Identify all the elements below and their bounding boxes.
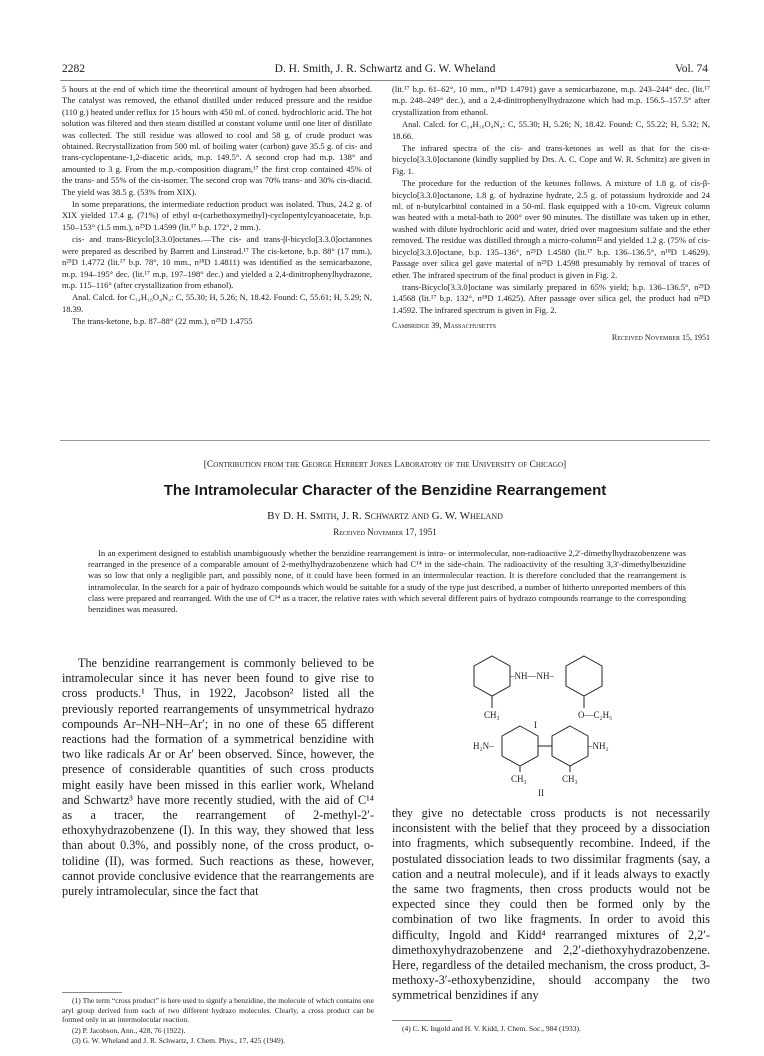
amino-right: –NH₂ [588,741,609,751]
abstract [88,548,686,616]
page-number: 2282 [62,63,85,75]
benzene-ring-left-I [474,656,510,696]
received-date: Received November 17, 1951 [333,527,437,537]
previous-article-left-column [62,84,372,329]
paragraph: 5 hours at the end of which time the theoretical amount of hydrogen had been absorbed. The catalyst was removed, the ethanol distilled under reduced pressure and the residue (110 g.) heated under reflux for 15 hours with 450 ml. of concd. hydrochloric acid. The hot solution was filtered and then steam distilled at constant volume until one liter of distillate was collected. The still residue was allowed to cool and 58 g. of crude product was obtained. Recrystallization from 500 ml. of boiling water (carbon) gave 35.5 g. of cis- and trans-cyclopentane-1,2-diacetic acids, m.p. 149.5°. A second crop had m.p. 138° and amounted to 3 g. From the m.p.-composition diagram,¹⁷ the first crop contained 45% of the trans- and 55% of the cis-isomer. The second crop was 70% trans- and 30% cis-diacid. The yield was 38.5 g. (53% from XIX). [62,84,372,197]
chemical-structures-diagram [398,650,708,800]
paragraph: trans-Bicyclo[3.3.0]octane was similarly prepared in 65% yield; b.p. 136–136.5°, n²⁵D 1.4568 (lit.¹⁷ b.p. 132°, n¹⁸D 1.4625). After passage over silica gel, the product had n²⁵D 1.4592. The infrared spectrum is given in Fig. 2. [392,281,710,315]
paragraph: In some preparations, the intermediate reduction product was isolated. Thus, 24.2 g. of XIX yielded 17.4 g. (71%) of ethyl α-(carbethoxymethyl)-cyclopentylcyanoacetate, b.p. 150–153° (1.5 mm.), n²⁵D 1.4599 (lit.¹⁷ b.p. 172°, 2 mm.). [62,199,372,232]
received-date: Received November 15, 1951 [611,332,710,342]
body-right-column [392,806,710,1004]
footnote-rule [62,992,122,993]
paragraph: The infrared spectra of the cis- and trans-ketones as well as that for the cis-α-bicyclo[3.3.0]octanone (kindly supplied by Drs. A. C. Cope and W. R. Schmitz) are given in Fig. 1. [392,143,710,176]
header-rule [60,80,710,81]
footnotes-left [62,996,374,1047]
compound-label-I: I [534,720,537,730]
paragraph: cis- and trans-Bicyclo[3.3.0]octanes.—The cis- and trans-β-bicyclo[3.3.0]octanones were prepared as described by Barrett and Linstead.¹⁷ The cis-ketone, b.p. 88° (17 mm.), n²⁵D 1.4772 (lit.¹⁷ b.p. 78°, 10 mm., n¹⁸D 1.4811) was identified as the semicarbazone, m.p. 194–195° dec. (lit.¹⁷ m.p. 197–198° dec.) and yielded a 2,4-dinitrophenylhydrazone, m.p. 115–116° (after crystallization from ethanol). [62,234,372,290]
footnote-rule [392,1020,452,1021]
volume: Vol. 74 [674,63,708,75]
article-separator [60,440,710,441]
amino-left: H₂N– [473,741,494,751]
paragraph: they give no detectable cross products is not necessarily inconsistent with the belief that they proceed by a dissociation into fragments, which subsequently recombine. Indeed, if the postulated dissociation leads to two dissimilar fragments (say, a cation and a neutral molecule), and if it leads always to exactly the same two fragments, then cross products would not be expected since they could then be formed only by the combination of two like fragments. In order to avoid this difficulty, Ingold and Kidd⁴ rearranged mixtures of 2,2′-dimethoxyhydrazobenzene and 2,2′-diethoxyhydrazobenzene. Here, regardless of the detailed mechanism, the cross product, 3-methoxy-3′-ethoxybenzidine, should accompany the two symmetrical benzidines if any [392,806,710,1003]
paragraph: The trans-ketone, b.p. 87–88° (22 mm.), n²⁵D 1.4755 [72,316,253,327]
article-title: The Intramolecular Character of the Benzidine Rearrangement [163,482,607,499]
paragraph: Anal. Calcd. for C₁₄H₁₆O₄N₄: C, 55.30; H, 5.26; N, 18.42. Found: C, 55.22; H, 5.32; N, 18.66. [392,119,710,141]
footnote: (2) P. Jacobson, Ann., 428, 76 (1922). [72,1025,186,1035]
benzene-ring-right-I [566,656,602,696]
methyl-substituent: CH₃ [562,774,578,784]
paragraph: The benzidine rearrangement is commonly believed to be intramolecular since it has never been found to give rise to cross products.¹ Thus, in 1922, Jacobson² listed all the previously reported rearrangements of unsymmetrical hydrazo compounds Ar–NH–NH–Ar′; in no one of these 65 different reactions had the formation of a symmetrical benzidine with two like radicals Ar or Ar′ been observed. Since, however, the presence of considerable quantities of such cross products might easily have been missed in this earlier work, Wheland and Schwartz³ have more recently studied, with the aid of C¹⁴ as a tracer, the rearrangement of 2-methyl-2′-ethoxyhydrazobenzene (I). In this way, they showed that less than about 0.3%, and possibly none, of the cross product, o-tolidine (II), was formed. Such reactions as these, however, cannot provide conclusive evidence that the rearrangements are purely intramolecular, since the fact that [62,656,374,899]
footnote: (4) C. K. Ingold and H. V. Kidd, J. Chem. Soc., 984 (1933). [402,1024,581,1033]
hydrazo-link-label: –NH—NH– [510,671,554,681]
footnote: (1) The term “cross product” is here used to signify a benzidine, the molecule of which contains one aryl group derived from each of two different hydrazo molecules. Clearly, a cross product can be formed only in an intermolecular reaction. [62,996,374,1025]
footnotes-right [392,1024,710,1035]
body-left-column [62,656,374,899]
compound-label-II: II [538,788,544,798]
benzene-ring-left-II [502,726,538,766]
contribution-line: [Contribution from the George Herbert Jones Laboratory of the University of Chicago] [203,460,567,470]
paragraph: Anal. Calcd. for C₁₄H₁₆O₄N₄: C, 55.30; H, 5.26; N, 18.42. Found: C, 55.61; H, 5.29; N, 18.39. [62,292,372,314]
paragraph: The procedure for the reduction of the ketones follows. A mixture of 1.8 g. of cis-β-bicyclo[3.3.0]octanone, 1.8 g. of hydrazine hydrate, 2.5 g. of potassium hydroxide and 24 ml. of n-butylcarbitol contained in a 50-ml. flask equipped with a 10-cm. Vigreux column was heated with a metal-bath to 200° over 90 minutes. The distillate was taken up in ether, washed with dilute hydrochloric acid and water, dried over magnesium sulfate and the ether removed. The residue was distilled through a micro-column²² and yielded 1.2 g. (75% of cis-bicyclo[3.3.0]octane, b.p. 135–136°, n²⁵D 1.4580 (lit.¹⁷ b.p. 136–136.5°, n¹⁸D 1.4629). Passage over silica gel gave material of n²⁵D 1.4598 presumably by removal of traces of ether. The infrared spectrum of the final product is given in Fig. 2. [392,178,710,280]
methyl-substituent: CH₃ [484,710,500,720]
paragraph: (lit.¹⁷ b.p. 61–62°, 10 mm., n¹⁸D 1.4791) gave a semicarbazone, m.p. 243–244° dec. (lit.¹⁷ m.p. 248–249° dec.), and a 2,4-dinitrophenylhydrazone which had m.p. 156.5–157.5° after crystallization from ethanol. [392,84,710,117]
methyl-substituent: CH₃ [511,774,527,784]
footnote: (3) G. W. Wheland and J. R. Schwartz, J. Chem. Phys., 17, 425 (1949). [72,1036,286,1046]
ethoxy-substituent: O—C₂H₅ [578,710,613,720]
affiliation-location: Cambridge 39, Massachusetts [392,321,497,331]
running-authors: D. H. Smith, J. R. Schwartz and G. W. Wheland [274,63,496,75]
previous-article-right-column [392,84,710,343]
benzene-ring-right-II [552,726,588,766]
abstract-text: In an experiment designed to establish unambiguously whether the benzidine rearrangement is intra- or intermolecular, non-radioactive 2,2′-dimethylhydrazobenzene was rearranged in the presence of a comparable amount of 2-methylhydrazobenzene which had C¹⁴ in the side-chain. The radioactivity of the resulting 3,3′-dimethylbenzidine was so low that only a negligible part, and possibly none, of it could have been formed in an intermolecular reaction. It is therefore concluded that the rearrangement is intramolecular. In the search for a pair of hydrazo compounds which would be suitable for a study of the type just described, a number of hitherto unreported members of this class were prepared and rearranged. With the use of C¹⁴ as a tracer, the relative rates with which several different pairs of hydrazo compounds rearrange to the corresponding benzidines was measured. [88,548,686,615]
byline: By D. H. Smith, J. R. Schwartz and G. W. Wheland [267,510,503,522]
